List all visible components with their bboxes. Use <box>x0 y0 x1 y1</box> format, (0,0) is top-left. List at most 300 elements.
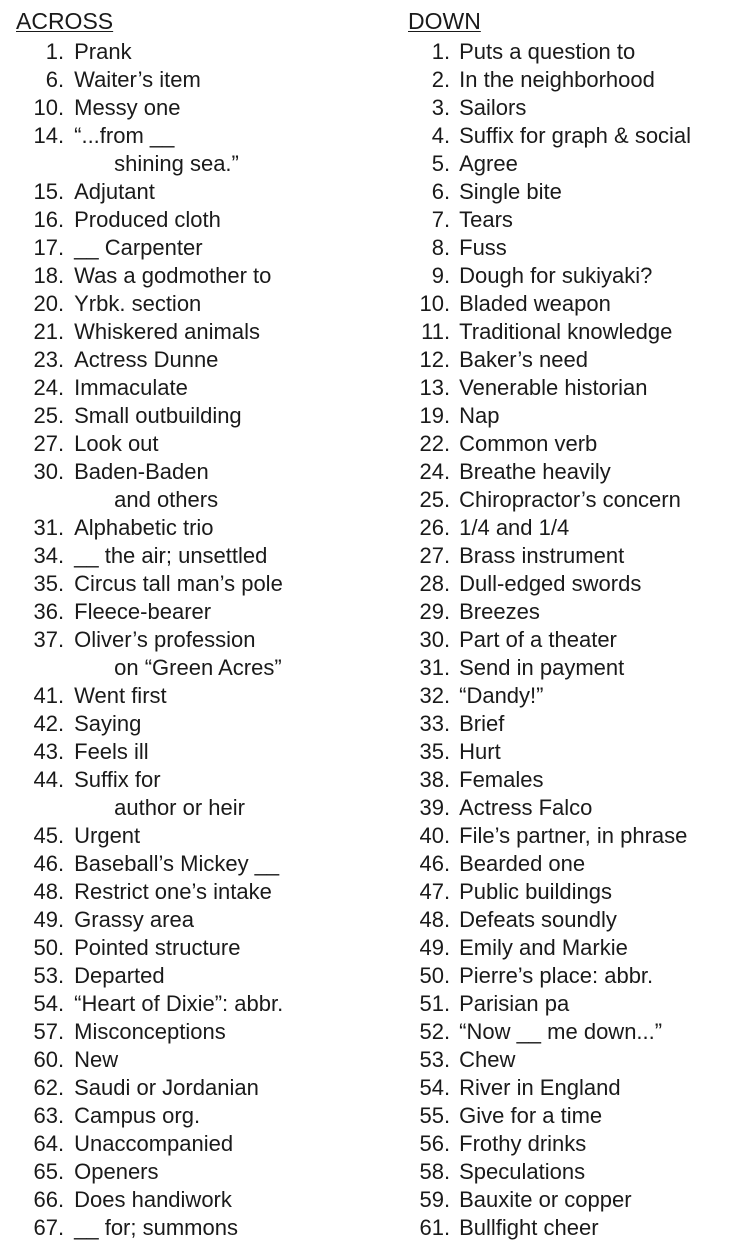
clue-number: 46 <box>33 851 58 876</box>
clue-text <box>450 346 588 374</box>
clue-number-period: . <box>444 1103 451 1128</box>
clue-number: 9 <box>431 263 444 288</box>
clue-text-line: “Heart of Dixie”: abbr. <box>74 991 284 1016</box>
clue-number-period: . <box>444 823 451 848</box>
down-clue <box>408 122 746 150</box>
clue-number: 22 <box>419 431 444 456</box>
clue-text <box>450 598 540 626</box>
clue-number-period: . <box>444 907 451 932</box>
clue-text <box>450 1074 620 1102</box>
clue-text <box>64 346 218 374</box>
clue-number-period: . <box>58 935 65 960</box>
down-clue <box>408 626 746 654</box>
clue-text <box>64 1074 259 1102</box>
clue-number-period: . <box>58 1047 65 1072</box>
down-clue <box>408 430 746 458</box>
clue-number: 10 <box>33 95 58 120</box>
clue-number-period: . <box>58 739 65 764</box>
clue-text-line: Sailors <box>459 95 527 120</box>
clue-number-period: . <box>444 1075 451 1100</box>
clue-number-period: . <box>444 347 451 372</box>
across-clue <box>8 542 338 570</box>
clue-text <box>64 570 283 598</box>
down-clue <box>408 318 746 346</box>
clue-text <box>450 1046 515 1074</box>
across-clue <box>8 1158 338 1186</box>
clue-text-line: In the neighborhood <box>459 67 655 92</box>
clue-text <box>450 38 635 66</box>
clue-number-period: . <box>444 67 451 92</box>
down-column <box>408 8 746 1242</box>
clue-number: 14 <box>33 123 58 148</box>
clue-number-period: . <box>58 851 65 876</box>
down-clue <box>408 598 746 626</box>
clue-number: 33 <box>419 711 444 736</box>
clue-text <box>450 94 526 122</box>
clue-text <box>450 1214 598 1242</box>
clue-number-period: . <box>58 1103 65 1128</box>
clue-number-period: . <box>444 123 451 148</box>
clue-number: 47 <box>419 879 444 904</box>
clue-text <box>64 206 221 234</box>
clue-text <box>450 318 672 346</box>
clue-text <box>450 486 681 514</box>
clue-text <box>450 430 597 458</box>
clue-text <box>450 542 624 570</box>
across-clue <box>8 234 338 262</box>
clue-text <box>64 374 188 402</box>
clue-text <box>450 654 624 682</box>
clue-number: 27 <box>33 431 58 456</box>
down-clue <box>408 1074 746 1102</box>
clue-text-line: Chiropractor’s concern <box>459 487 681 512</box>
clue-text-continuation: shining sea.” <box>114 151 239 176</box>
clue-text <box>450 206 513 234</box>
clue-text <box>64 1186 232 1214</box>
clue-text <box>64 458 218 514</box>
clue-number: 34 <box>33 543 58 568</box>
clue-number-period: . <box>58 123 65 148</box>
down-clue-list <box>408 38 746 1242</box>
clue-number-period: . <box>444 851 451 876</box>
clue-number: 25 <box>419 487 444 512</box>
clue-text-line: Speculations <box>459 1159 586 1184</box>
clue-number-period: . <box>58 459 65 484</box>
across-clue-list <box>8 38 338 1242</box>
clue-text <box>450 514 569 542</box>
clue-text-line: Part of a theater <box>459 627 617 652</box>
clue-number: 59 <box>419 1187 444 1212</box>
down-clue <box>408 1130 746 1158</box>
clue-text <box>64 962 165 990</box>
clue-text <box>450 962 653 990</box>
clue-text <box>450 234 507 262</box>
clue-number-period: . <box>58 907 65 932</box>
clue-number: 2 <box>431 67 444 92</box>
clue-number-period: . <box>58 1131 65 1156</box>
clue-text-line: Alphabetic trio <box>74 515 214 540</box>
clue-number: 46 <box>419 851 444 876</box>
clue-number: 35 <box>33 571 58 596</box>
down-clue <box>408 178 746 206</box>
clue-text-line: Grassy area <box>74 907 194 932</box>
clue-text-line: Messy one <box>74 95 181 120</box>
clue-number-period: . <box>444 1019 451 1044</box>
clue-text-line: River in England <box>459 1075 621 1100</box>
clue-number-period: . <box>444 1215 451 1240</box>
clue-text <box>64 682 167 710</box>
down-clue <box>408 458 746 486</box>
clue-text <box>450 822 687 850</box>
clue-text-line: Parisian pa <box>459 991 570 1016</box>
clue-number-period: . <box>444 627 451 652</box>
down-clue <box>408 38 746 66</box>
down-clue <box>408 682 746 710</box>
down-clue <box>408 206 746 234</box>
clue-number: 25 <box>33 403 58 428</box>
clue-number-period: . <box>58 1075 65 1100</box>
clue-number-period: . <box>444 207 451 232</box>
clue-number: 29 <box>419 599 444 624</box>
clue-number: 56 <box>419 1131 444 1156</box>
across-clue <box>8 122 338 178</box>
clue-number-period: . <box>444 263 451 288</box>
clue-number: 57 <box>33 1019 58 1044</box>
clue-text-line: 1/4 and 1/4 <box>459 515 570 540</box>
across-clue <box>8 598 338 626</box>
clue-text-line: Dough for sukiyaki? <box>459 263 653 288</box>
across-clue <box>8 682 338 710</box>
clue-number: 5 <box>431 151 444 176</box>
clue-text <box>64 66 201 94</box>
across-clue <box>8 906 338 934</box>
clue-number: 12 <box>419 347 444 372</box>
down-clue <box>408 654 746 682</box>
clue-number: 66 <box>33 1187 58 1212</box>
clue-number-period: . <box>58 627 65 652</box>
across-clue <box>8 570 338 598</box>
clue-number: 52 <box>419 1019 444 1044</box>
clue-text-line: Public buildings <box>459 879 612 904</box>
clue-text-line: Agree <box>459 151 518 176</box>
down-clue <box>408 374 746 402</box>
clue-number: 63 <box>33 1103 58 1128</box>
across-clue <box>8 934 338 962</box>
clue-number-period: . <box>444 431 451 456</box>
across-heading: ACROSS <box>16 8 114 34</box>
clue-text-line: Suffix for graph & social <box>459 123 692 148</box>
clue-text-line: Bullfight cheer <box>459 1215 599 1240</box>
clue-text-line: Look out <box>74 431 159 456</box>
clue-number: 30 <box>419 627 444 652</box>
across-clue <box>8 374 338 402</box>
across-clue <box>8 878 338 906</box>
clue-text-line: File’s partner, in phrase <box>459 823 688 848</box>
down-clue <box>408 850 746 878</box>
clue-number: 6 <box>45 67 58 92</box>
across-column <box>8 8 338 1242</box>
clue-number-period: . <box>58 543 65 568</box>
clue-number-period: . <box>58 39 65 64</box>
clue-number: 1 <box>431 39 444 64</box>
clue-number: 10 <box>419 291 444 316</box>
clue-text <box>64 1130 233 1158</box>
clue-text-line: Hurt <box>459 739 501 764</box>
clue-text <box>64 1158 158 1186</box>
clue-text-line: Frothy drinks <box>459 1131 587 1156</box>
clue-number-period: . <box>58 823 65 848</box>
across-clue <box>8 990 338 1018</box>
across-clue <box>8 458 338 514</box>
clue-text-line: Baseball’s Mickey __ <box>74 851 280 876</box>
clue-number-period: . <box>444 39 451 64</box>
clue-text <box>64 262 271 290</box>
down-clue <box>408 1018 746 1046</box>
clue-number-period: . <box>58 431 65 456</box>
clue-text <box>64 514 213 542</box>
down-clue <box>408 1046 746 1074</box>
clue-text <box>64 934 240 962</box>
clue-number: 50 <box>33 935 58 960</box>
clue-text-line: Immaculate <box>74 375 188 400</box>
down-heading: DOWN <box>408 8 481 34</box>
clue-text <box>450 626 617 654</box>
clue-text-line: Actress Dunne <box>74 347 219 372</box>
clue-text <box>450 934 628 962</box>
clue-text <box>64 1046 118 1074</box>
across-clue <box>8 346 338 374</box>
clue-text-line: Went first <box>74 683 167 708</box>
clue-number-period: . <box>444 375 451 400</box>
clue-text <box>450 682 543 710</box>
clue-number: 53 <box>33 963 58 988</box>
clue-text-line: Whiskered animals <box>74 319 260 344</box>
clue-number-period: . <box>58 991 65 1016</box>
clue-number-period: . <box>58 291 65 316</box>
clue-text-line: Females <box>459 767 544 792</box>
across-clue <box>8 850 338 878</box>
clue-number-period: . <box>58 179 65 204</box>
clue-number: 24 <box>419 459 444 484</box>
clue-number: 31 <box>419 655 444 680</box>
clue-text-line: Send in payment <box>459 655 625 680</box>
down-clue <box>408 822 746 850</box>
down-clue <box>408 1158 746 1186</box>
clue-number-period: . <box>58 683 65 708</box>
clue-text-line: Does handiwork <box>74 1187 232 1212</box>
clue-text-line: Pointed structure <box>74 935 241 960</box>
clue-number: 37 <box>33 627 58 652</box>
clue-number: 31 <box>33 515 58 540</box>
clue-text <box>450 262 652 290</box>
clue-text-line: Baker’s need <box>459 347 588 372</box>
clue-number-period: . <box>444 711 451 736</box>
clue-text-line: Adjutant <box>74 179 155 204</box>
clue-text <box>450 1130 586 1158</box>
clue-number: 61 <box>419 1215 444 1240</box>
clue-number: 19 <box>419 403 444 428</box>
clue-text <box>64 318 260 346</box>
down-clue <box>408 962 746 990</box>
clue-number: 54 <box>419 1075 444 1100</box>
clue-number: 48 <box>419 907 444 932</box>
clue-number-period: . <box>58 375 65 400</box>
across-clue <box>8 1102 338 1130</box>
down-clue <box>408 934 746 962</box>
clue-text <box>64 38 131 66</box>
clue-number: 21 <box>33 319 58 344</box>
clue-text <box>450 710 504 738</box>
clue-number: 11 <box>421 319 444 344</box>
clue-text-line: Puts a question to <box>459 39 636 64</box>
down-clue <box>408 290 746 318</box>
across-clue <box>8 430 338 458</box>
clue-number-period: . <box>444 991 451 1016</box>
across-clue <box>8 1074 338 1102</box>
clue-number: 30 <box>33 459 58 484</box>
clue-number: 6 <box>431 179 444 204</box>
clue-number-period: . <box>58 879 65 904</box>
clue-number: 49 <box>33 907 58 932</box>
clue-text <box>64 178 155 206</box>
clue-number-period: . <box>58 599 65 624</box>
clue-number-period: . <box>444 571 451 596</box>
clue-number-period: . <box>444 963 451 988</box>
clue-number: 40 <box>419 823 444 848</box>
clue-number-period: . <box>444 879 451 904</box>
clue-text-line: Feels ill <box>74 739 149 764</box>
clue-number-period: . <box>444 655 451 680</box>
down-clue <box>408 1186 746 1214</box>
clue-text-line: __ for; summons <box>74 1215 238 1240</box>
clue-number-period: . <box>444 739 451 764</box>
clue-number-period: . <box>444 459 451 484</box>
down-clue <box>408 794 746 822</box>
clue-text <box>64 542 267 570</box>
clue-text-line: Suffix for <box>74 767 161 792</box>
clue-text-continuation: and others <box>114 487 219 512</box>
clue-text <box>450 1018 662 1046</box>
clue-text-line: Traditional knowledge <box>459 319 673 344</box>
clue-text-line: Restrict one’s intake <box>74 879 272 904</box>
clue-number: 26 <box>419 515 444 540</box>
clue-text <box>450 122 691 150</box>
clue-text <box>450 850 585 878</box>
down-clue <box>408 514 746 542</box>
clue-text-line: Was a godmother to <box>74 263 272 288</box>
clue-text-line: Give for a time <box>459 1103 603 1128</box>
clue-text-line: Saying <box>74 711 142 736</box>
down-clue <box>408 402 746 430</box>
down-clue <box>408 906 746 934</box>
clue-text-line: Bladed weapon <box>459 291 611 316</box>
clue-text-line: Chew <box>459 1047 516 1072</box>
clue-number-period: . <box>444 1159 451 1184</box>
clue-text <box>64 626 282 682</box>
clue-text <box>450 570 641 598</box>
clue-number: 20 <box>33 291 58 316</box>
clue-number: 43 <box>33 739 58 764</box>
clue-text <box>450 794 592 822</box>
clue-text-line: Breezes <box>459 599 540 624</box>
clue-text-line: Departed <box>74 963 165 988</box>
down-clue <box>408 1102 746 1130</box>
clue-number-period: . <box>58 207 65 232</box>
clue-text-line: Breathe heavily <box>459 459 611 484</box>
clue-text-line: Urgent <box>74 823 141 848</box>
clue-number-period: . <box>444 1131 451 1156</box>
clue-number-period: . <box>58 347 65 372</box>
clue-number-period: . <box>444 151 451 176</box>
clue-text <box>450 402 499 430</box>
clue-text <box>450 990 569 1018</box>
clue-number-period: . <box>444 291 451 316</box>
clue-text-line: Tears <box>459 207 513 232</box>
clue-text <box>450 1186 631 1214</box>
clue-number: 58 <box>419 1159 444 1184</box>
clue-text-line: “Dandy!” <box>459 683 544 708</box>
clue-text-line: Defeats soundly <box>459 907 617 932</box>
down-clue <box>408 486 746 514</box>
clue-text <box>64 122 239 178</box>
clue-text-continuation: author or heir <box>114 795 245 820</box>
clue-text-line: Emily and Markie <box>459 935 628 960</box>
across-clue <box>8 206 338 234</box>
across-clue <box>8 738 338 766</box>
across-clue <box>8 1130 338 1158</box>
clue-number: 18 <box>33 263 58 288</box>
clue-text <box>450 66 655 94</box>
clue-number: 15 <box>33 179 58 204</box>
clue-text-line: “Now __ me down...” <box>459 1019 663 1044</box>
clue-number-period: . <box>58 95 65 120</box>
clue-text-line: Unaccompanied <box>74 1131 234 1156</box>
across-clue <box>8 1186 338 1214</box>
down-clue <box>408 570 746 598</box>
clue-text <box>450 458 611 486</box>
clue-number: 28 <box>419 571 444 596</box>
clue-number-period: . <box>444 487 451 512</box>
down-clue <box>408 878 746 906</box>
clue-text <box>64 850 279 878</box>
clue-number-period: . <box>58 515 65 540</box>
clue-text <box>64 1214 238 1242</box>
down-clue <box>408 262 746 290</box>
clue-number-period: . <box>444 235 451 260</box>
clue-number: 39 <box>419 795 444 820</box>
clue-text <box>450 1102 602 1130</box>
clue-number-period: . <box>58 403 65 428</box>
clue-number: 50 <box>419 963 444 988</box>
clue-text-line: Bauxite or copper <box>459 1187 632 1212</box>
across-clue <box>8 38 338 66</box>
clue-number-period: . <box>58 767 65 792</box>
clue-number: 48 <box>33 879 58 904</box>
down-clue <box>408 66 746 94</box>
clue-text <box>64 710 141 738</box>
clue-text-line: Pierre’s place: abbr. <box>459 963 654 988</box>
down-clue <box>408 234 746 262</box>
clue-text <box>64 822 140 850</box>
clue-number: 64 <box>33 1131 58 1156</box>
clue-number: 41 <box>33 683 58 708</box>
clue-number-period: . <box>444 179 451 204</box>
clue-text <box>450 906 617 934</box>
clue-text-line: Single bite <box>459 179 562 204</box>
clue-text <box>64 94 180 122</box>
clue-text-line: Brief <box>459 711 505 736</box>
clue-text <box>450 766 543 794</box>
